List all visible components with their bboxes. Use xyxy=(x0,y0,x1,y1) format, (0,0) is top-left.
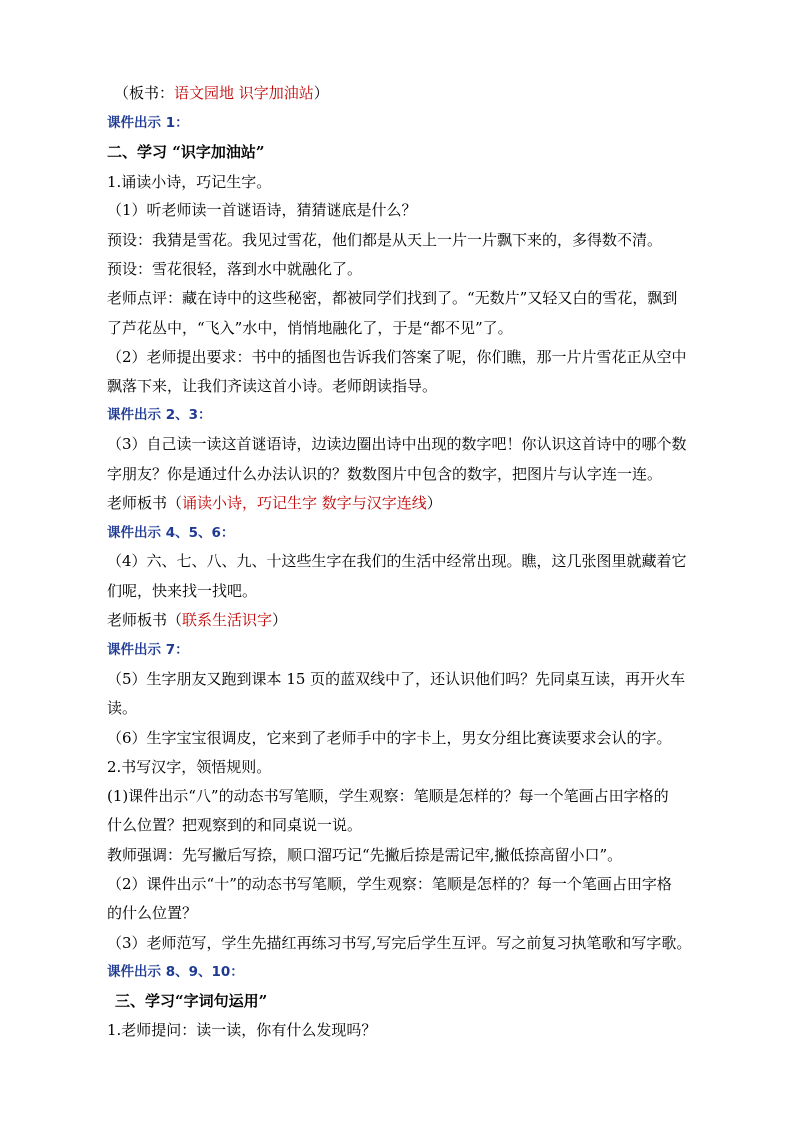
paragraph-line: 什么位置？把观察到的和同桌说一说。 xyxy=(107,816,363,834)
paragraph-line: 字朋友？你是通过什么办法认识的？数数图片中包含的数字，把图片与认字连一连。 xyxy=(107,465,663,483)
paragraph-line: 教师强调：先写撇后写捺，顺口溜巧记“先撇后捺是需记牢,撇低捺高留小口”。 xyxy=(107,846,623,864)
paragraph-line: （6）生字宝宝很调皮，它来到了老师手中的字卡上，男女分组比赛读要求会认的字。 xyxy=(107,729,672,747)
courseware-heading: 课件出示 8、9、10： xyxy=(107,964,244,980)
section-heading: 三、学习“字词句运用” xyxy=(115,992,268,1010)
blackboard-note-line xyxy=(0,493,794,513)
text-prefix: 老师板书（ xyxy=(107,494,183,512)
red-blackboard-text: 联系生活识字 xyxy=(182,611,273,629)
paragraph-line: （1）听老师读一首谜语诗，猜猜谜底是什么？ xyxy=(107,201,417,219)
paragraph-line: （2）课件出示“十”的动态书写笔顺，学生观察：笔顺是怎样的？每一个笔画占田字格 xyxy=(107,875,672,893)
paragraph-line: 1.诵读小诗，巧记生字。 xyxy=(107,173,272,191)
courseware-heading: 课件出示 2、3： xyxy=(107,407,212,423)
courseware-heading: 课件出示 1： xyxy=(107,115,189,131)
courseware-heading: 课件出示 4、5、6： xyxy=(107,525,235,541)
paragraph-line: （4）六、七、八、九、十这些生字在我们的生活中经常出现。瞧，这几张图里就藏着它 xyxy=(107,552,687,570)
paragraph-line: 预设：我猜是雪花。我见过雪花，他们都是从天上一片一片飘下来的，多得数不清。 xyxy=(107,231,663,249)
red-blackboard-text: 诵读小诗，巧记生字 数字与汉字连线 xyxy=(182,494,427,512)
text-suffix: ） xyxy=(272,611,288,629)
paragraph-line: （5）生字朋友又跑到课本 15 页的蓝双线中了，还认识他们吗？先同桌互读，再开火车 xyxy=(107,670,686,688)
paragraph-line: 们呢，快来找一找吧。 xyxy=(107,582,258,600)
paragraph-line: 1.老师提问：读一读，你有什么发现吗？ xyxy=(107,1021,377,1039)
text-suffix: ） xyxy=(426,494,442,512)
paragraph-line: 2.书写汉字，领悟规则。 xyxy=(107,758,272,776)
paragraph-line: 的什么位置？ xyxy=(107,904,198,922)
red-blackboard-text: 语文园地 识字加油站 xyxy=(174,84,314,102)
text-prefix: （板书： xyxy=(114,84,175,102)
paragraph-line: （2）老师提出要求：书中的插图也告诉我们答案了呢，你们瞧，那一片片雪花正从空中 xyxy=(107,348,687,366)
blackboard-note-line xyxy=(0,83,794,103)
paragraph-line: 预设：雪花很轻，落到水中就融化了。 xyxy=(107,260,363,278)
paragraph-line: 飘落下来，让我们齐读这首小诗。老师朗读指导。 xyxy=(107,377,438,395)
text-suffix: ） xyxy=(313,84,329,102)
section-heading: 二、学习 “识字加油站” xyxy=(107,143,265,161)
paragraph-line: （3）自己读一读这首谜语诗，边读边圈出诗中出现的数字吧！你认识这首诗中的哪个数 xyxy=(107,435,687,453)
paragraph-line: 老师点评：藏在诗中的这些秘密，都被同学们找到了。“无数片”又轻又白的雪花，飘到 xyxy=(107,289,678,307)
paragraph-line: 读。 xyxy=(107,699,138,717)
paragraph-line: （3）老师范写，学生先描红再练习书写,写完后学生互评。写之前复习执笔歌和写字歌。 xyxy=(107,934,692,952)
blackboard-note-line xyxy=(0,610,794,630)
paragraph-line: 了芦花丛中，“飞入”水中，悄悄地融化了，于是“都不见”了。 xyxy=(107,319,513,337)
text-prefix: 老师板书（ xyxy=(107,611,183,629)
courseware-heading: 课件出示 7： xyxy=(107,642,189,658)
paragraph-line: (1)课件出示“八”的动态书写笔顺，学生观察：笔顺是怎样的？每一个笔画占田字格的 xyxy=(107,787,669,805)
